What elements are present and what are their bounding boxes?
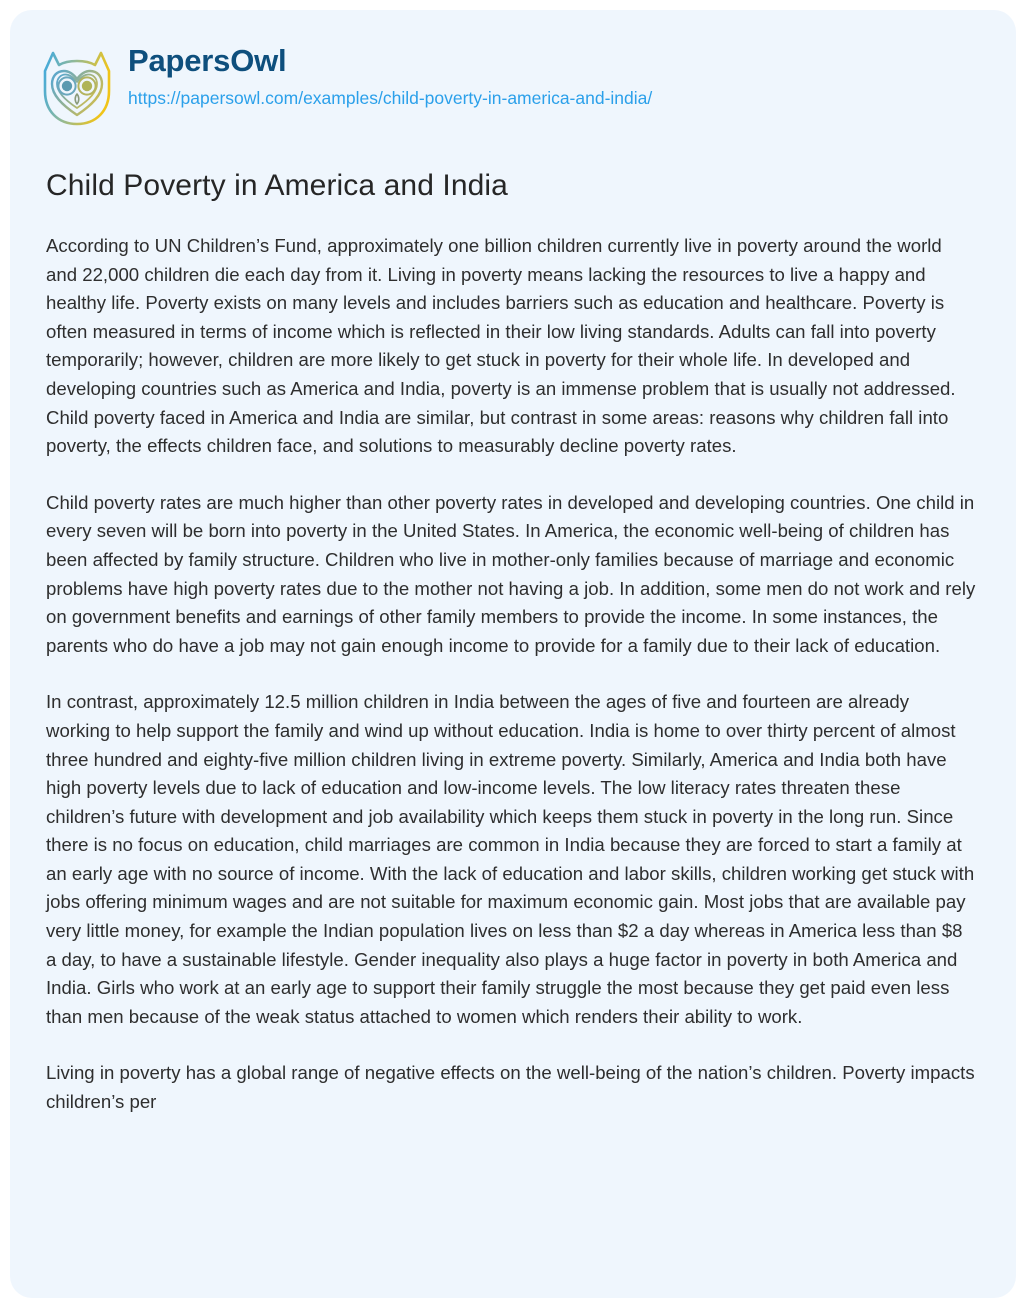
brand-name: PapersOwl (128, 43, 287, 78)
article-body (46, 232, 976, 1117)
paragraph: Child poverty rates are much higher than other poverty rates in developed and developing countries. One child in every seven will be born into poverty in the United States. In America, the economic well-being of children has been affected by family structure. Children who live in mother-only families because of marriage and economic problems have high poverty rates due to the mother not having a job. In addition, some men do not work and rely on government benefits and earnings of other family members to provide the income. In some instances, the parents who do have a job may not gain enough income to provide for a family due to their lack of education. (46, 491, 976, 656)
brand-block (128, 35, 652, 109)
source-url-link[interactable]: https://papersowl.com/examples/child-poverty-in-america-and-india/ (128, 87, 653, 108)
site-header (38, 35, 652, 129)
page-title: Child Poverty in America and India (46, 169, 508, 202)
paragraph: In contrast, approximately 12.5 million children in India between the ages of five and fourteen are already working to help support the family and wind up without education. India is home to over thirty percent of almost three hundred and eighty-five million children living in extreme poverty. Similarly, America and India both have high poverty levels due to lack of education and low-income levels. The low literacy rates threaten these children’s future with development and job availability which keeps them stuck in poverty in the long run. Since there is no focus on education, child marriages are common in India because they are forced to start a family at an early age with no source of income. With the lack of education and labor skills, children working get stuck with jobs offering minimum wages and are not suitable for maximum economic gain. Most jobs that are available pay very little money, for example the Indian population lives on less than $2 a day whereas in America less than $8 a day, to have a sustainable lifestyle. Gender inequality also plays a huge factor in poverty in both America and India. Girls who work at an early age to support their family struggle the most because they get paid even less than men because of the weak status attached to women which renders their ability to work. (46, 691, 975, 1027)
paragraph: Living in poverty has a global range of negative effects on the well-being of the nation’s children. Poverty impacts children’s per (46, 1062, 975, 1113)
owl-logo-icon (38, 41, 116, 129)
paragraph: According to UN Children’s Fund, approximately one billion children currently live in poverty around the world and 22,000 children die each day from it. Living in poverty means lacking the resources to live a happy and healthy life. Poverty exists on many levels and includes barriers such as education and healthcare. Poverty is often measured in terms of income which is reflected in their low living standards. Adults can fall into poverty temporarily; however, children are more likely to get stuck in poverty for their whole life. In developed and developing countries such as America and India, poverty is an immense problem that is usually not addressed. Child poverty faced in America and India are similar, but contrast in some areas: reasons why children fall into poverty, the effects children face, and solutions to measurably decline poverty rates. (46, 235, 956, 457)
